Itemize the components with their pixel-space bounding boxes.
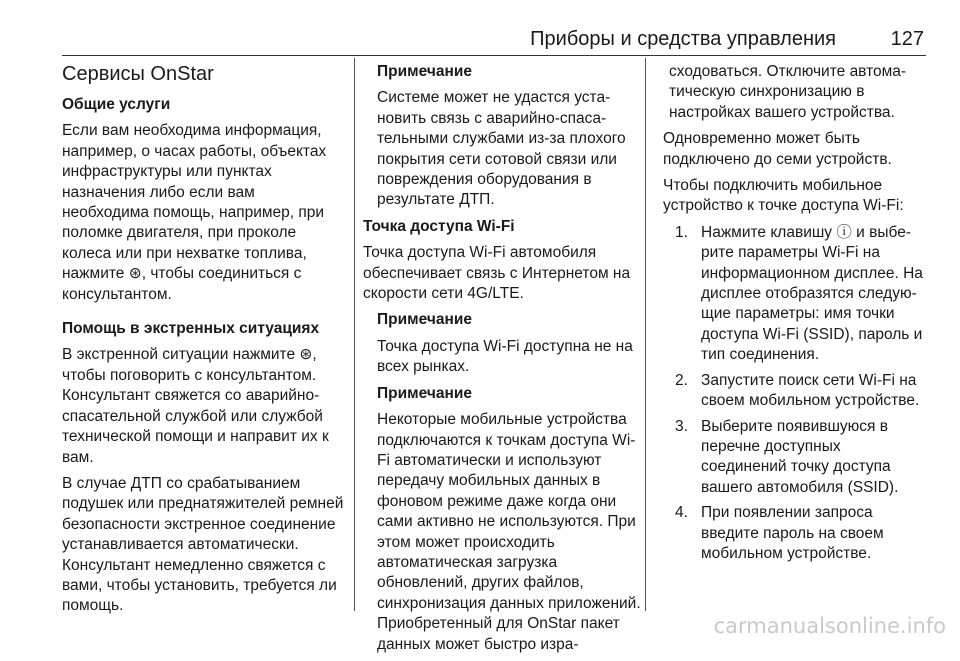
- header-title: Приборы и средства управления: [530, 28, 836, 50]
- note-body: Точка доступа Wi-Fi доступна не на всех рынках.: [377, 337, 633, 376]
- step-text: Нажмите клавишу ⓘ и выберите параметры Wi-Fi на информационном дисплее. На дисплее отобразятся следующие параметры: имя точки доступа Wi-Fi (SSID), пароль и тип соединения.: [701, 223, 923, 364]
- step-text: При появлении запроса введите пароль на своем мобильном устройстве.: [701, 504, 884, 562]
- note-title: Примечание: [377, 384, 472, 402]
- right-column: [663, 62, 926, 569]
- list-item: [663, 223, 926, 366]
- step-number: 1.: [675, 223, 688, 241]
- step-number: 4.: [675, 504, 688, 522]
- list-item: [663, 503, 926, 564]
- devices-paragraph: Одновременно может быть подключено до семи устройств.: [663, 130, 892, 168]
- step-number: 3.: [675, 417, 688, 435]
- step-text: Выберите появившуюся в перечне доступных соединений точку доступа вашего автомобиля (SSID).: [701, 417, 899, 496]
- section-title: Сервисы OnStar: [62, 63, 214, 85]
- note-title: Примечание: [377, 63, 472, 80]
- step-number: 2.: [675, 371, 688, 389]
- note-body: Некоторые мобильные устройства подключаются к точкам доступа Wi-Fi автоматически и используют передачу мобильных данных в фоновом режиме даже когда они сами активно не используются. При этом может происходить автоматическая загрузка обновлений, других файлов, синхронизация данных приложений. Приобретенный для OnStar пакет данных может быстро изра-: [377, 411, 641, 653]
- column-divider-1: [354, 58, 355, 611]
- step-text: Запустите поиск сети Wi-Fi на своем мобильном устройстве.: [701, 371, 920, 410]
- middle-column: [363, 62, 641, 661]
- emergency-body-1: В экстренной ситуации нажмите ⊛, чтобы поговорить с консультантом. Консультант свяжется со аварийно-спасательной службой или службой технической помощи и направит их к вам.: [62, 346, 329, 466]
- list-item: [663, 417, 926, 499]
- page-header: [62, 26, 924, 52]
- page-number: 127: [890, 28, 924, 50]
- general-services-body: Если вам необходима информация, например, о часах работы, объектах инфраструктуры или пунктах назначения либо если вам необходима помощь, например, при поломке двигателя, при проколе колеса или при нехватке топлива, нажмите ⊛, чтобы соединиться с консультантом.: [62, 122, 327, 303]
- watermark: carmanualsonline.info: [713, 614, 946, 638]
- note-continued: сходоваться. Отключите автоматическую синхронизацию в настройках вашего устройства.: [669, 63, 907, 121]
- note-1: [377, 62, 641, 211]
- emergency-heading: Помощь в экстренных ситуациях: [62, 320, 320, 338]
- emergency-body-2: В случае ДТП со срабатыванием подушек или преднатяжителей ремней безопасности экстренное соединение устанавливается автоматически. Консультант немедленно свяжется с вами, чтобы установить, требуется ли помощь.: [62, 474, 344, 615]
- header-rule: [62, 55, 926, 56]
- connect-intro: Чтобы подключить мобильное устройство к точке доступа Wi-Fi:: [663, 177, 904, 215]
- note-3: [377, 384, 641, 655]
- note-title: Примечание: [377, 311, 472, 329]
- left-column: [62, 62, 346, 623]
- wifi-body: Точка доступа Wi-Fi автомобиля обеспечивает связь с Интернетом на скорости сети 4G/LTE.: [363, 244, 631, 303]
- note-body: Системе может не удастся установить связь с аварийно-спасательными службами из-за плохого покрытия сети сотовой связи или повреждения оборудования в результате ДТП.: [377, 89, 626, 209]
- wifi-heading: Точка доступа Wi-Fi: [363, 217, 515, 235]
- column-divider-2: [645, 58, 646, 611]
- general-services-heading: Общие услуги: [62, 96, 171, 113]
- list-item: [663, 371, 926, 412]
- steps-list: [663, 223, 926, 565]
- note-2: [377, 310, 641, 377]
